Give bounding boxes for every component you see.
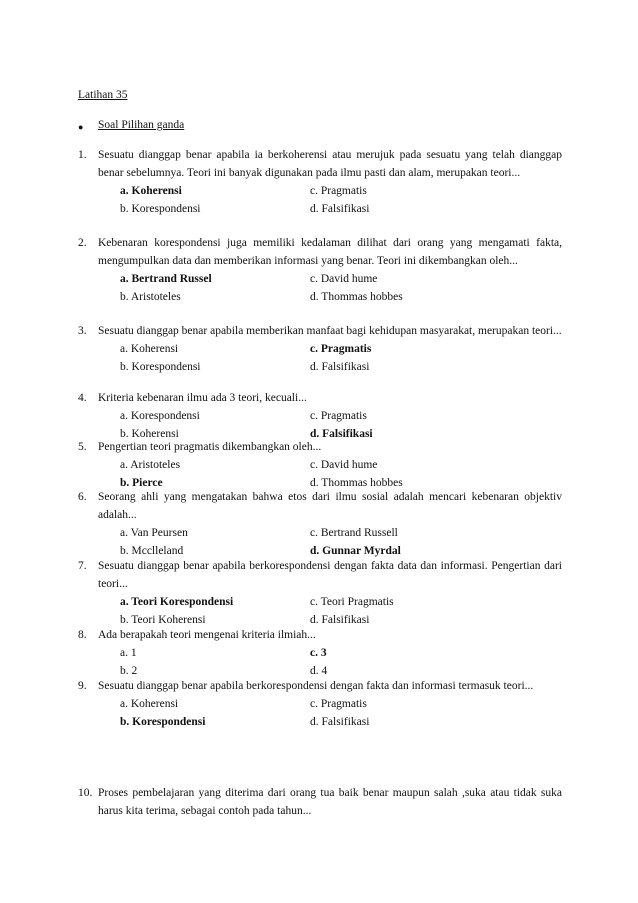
option-c: c. David hume bbox=[310, 459, 378, 471]
option-a: a. Korespondensi bbox=[120, 410, 200, 422]
option-a: a. Teori Korespondensi bbox=[120, 596, 234, 608]
option-d: d. Thommas hobbes bbox=[310, 477, 403, 489]
option-d: d. Falsifikasi bbox=[310, 614, 370, 626]
option-a: a. Bertrand Russel bbox=[120, 273, 212, 285]
question-10 bbox=[78, 784, 562, 820]
question-text: Seorang ahli yang mengatakan bahwa etos dari ilmu sosial adalah mencari kebenaran objektiv adalah... bbox=[98, 491, 562, 521]
option-a: a. 1 bbox=[120, 647, 137, 659]
section-label: Soal Pilihan ganda bbox=[98, 119, 185, 131]
question-8 bbox=[78, 626, 562, 680]
option-c: c. Bertrand Russell bbox=[310, 527, 398, 539]
option-b: b. Mcclleland bbox=[120, 545, 184, 557]
bullet-icon: ● bbox=[78, 122, 84, 132]
option-b: b. Pierce bbox=[120, 477, 163, 489]
option-a: a. Koherensi bbox=[120, 698, 179, 710]
question-text: Sesuatu dianggap benar apabila berkorespondensi dengan fakta data dan informasi. Pengertian dari teori... bbox=[98, 560, 562, 590]
question-text: Kriteria kebenaran ilmu ada 3 teori, kecuali... bbox=[98, 392, 307, 404]
option-d: d. Thommas hobbes bbox=[310, 291, 403, 303]
option-b: b. 2 bbox=[120, 665, 138, 677]
option-c: c. Pragmatis bbox=[310, 185, 367, 197]
question-text: Sesuatu dianggap benar apabila berkorespondensi dengan fakta dan informasi termasuk teori... bbox=[98, 680, 534, 692]
option-c: c. 3 bbox=[310, 647, 327, 659]
option-d: d. Falsifikasi bbox=[310, 716, 370, 728]
question-text: Kebenaran korespondensi juga memiliki kedalaman dilihat dari orang yang mengamati fakta, mengumpulkan data dan memberikan informasi yang benar. Teori ini dikembangkan oleh... bbox=[98, 237, 562, 267]
question-text: Sesuatu dianggap benar apabila ia berkoherensi atau merujuk pada sesuatu yang telah dianggap benar sebelumnya. Teori ini banyak digunakan pada ilmu pasti dan alam, merupakan teori... bbox=[98, 149, 562, 179]
question-number: 4. bbox=[78, 392, 87, 404]
question-1 bbox=[78, 146, 562, 218]
question-3 bbox=[78, 322, 562, 376]
page-title: Latihan 35 bbox=[78, 89, 128, 101]
question-number: 5. bbox=[78, 441, 87, 453]
option-b: b. Koherensi bbox=[120, 428, 179, 440]
option-d: d. Gunnar Myrdal bbox=[310, 545, 401, 557]
option-a: a. Koherensi bbox=[120, 185, 182, 197]
question-text: Pengertian teori pragmatis dikembangkan oleh... bbox=[98, 441, 322, 453]
option-c: c. Pragmatis bbox=[310, 698, 367, 710]
option-c: c. Teori Pragmatis bbox=[310, 596, 394, 608]
option-b: b. Korespondensi bbox=[120, 203, 201, 215]
option-b: b. Teori Koherensi bbox=[120, 614, 206, 626]
question-5 bbox=[78, 438, 562, 492]
question-number: 9. bbox=[78, 680, 87, 692]
question-number: 3. bbox=[78, 325, 87, 337]
question-4 bbox=[78, 389, 562, 443]
option-c: c. Pragmatis bbox=[310, 343, 372, 355]
question-number: 1. bbox=[78, 149, 87, 161]
question-number: 8. bbox=[78, 629, 87, 641]
option-d: d. Falsifikasi bbox=[310, 428, 373, 440]
option-a: a. Van Peursen bbox=[120, 527, 188, 539]
question-text: Sesuatu dianggap benar apabila memberikan manfaat bagi kehidupan masyarakat, merupakan teori... bbox=[98, 325, 562, 337]
option-a: a. Aristoteles bbox=[120, 459, 181, 471]
question-number: 10. bbox=[78, 787, 93, 799]
option-d: d. Falsifikasi bbox=[310, 203, 370, 215]
question-number: 7. bbox=[78, 560, 87, 572]
option-c: c. David hume bbox=[310, 273, 378, 285]
option-d: d. 4 bbox=[310, 665, 328, 677]
option-d: d. Falsifikasi bbox=[310, 361, 370, 373]
option-b: b. Aristoteles bbox=[120, 291, 181, 303]
question-9 bbox=[78, 677, 562, 731]
question-text: Ada berapakah teori mengenai kriteria ilmiah... bbox=[98, 629, 316, 641]
question-number: 2. bbox=[78, 237, 87, 249]
option-c: c. Pragmatis bbox=[310, 410, 367, 422]
question-7 bbox=[78, 557, 562, 629]
option-b: b. Korespondensi bbox=[120, 716, 206, 728]
question-2 bbox=[78, 234, 562, 306]
option-b: b. Korespondensi bbox=[120, 361, 201, 373]
option-a: a. Koherensi bbox=[120, 343, 179, 355]
question-number: 6. bbox=[78, 491, 87, 503]
question-6 bbox=[78, 488, 562, 560]
question-text: Proses pembelajaran yang diterima dari orang tua baik benar maupun salah ,suka atau tidak suka harus kita terima, sebagai contoh pada tahun... bbox=[98, 787, 562, 817]
